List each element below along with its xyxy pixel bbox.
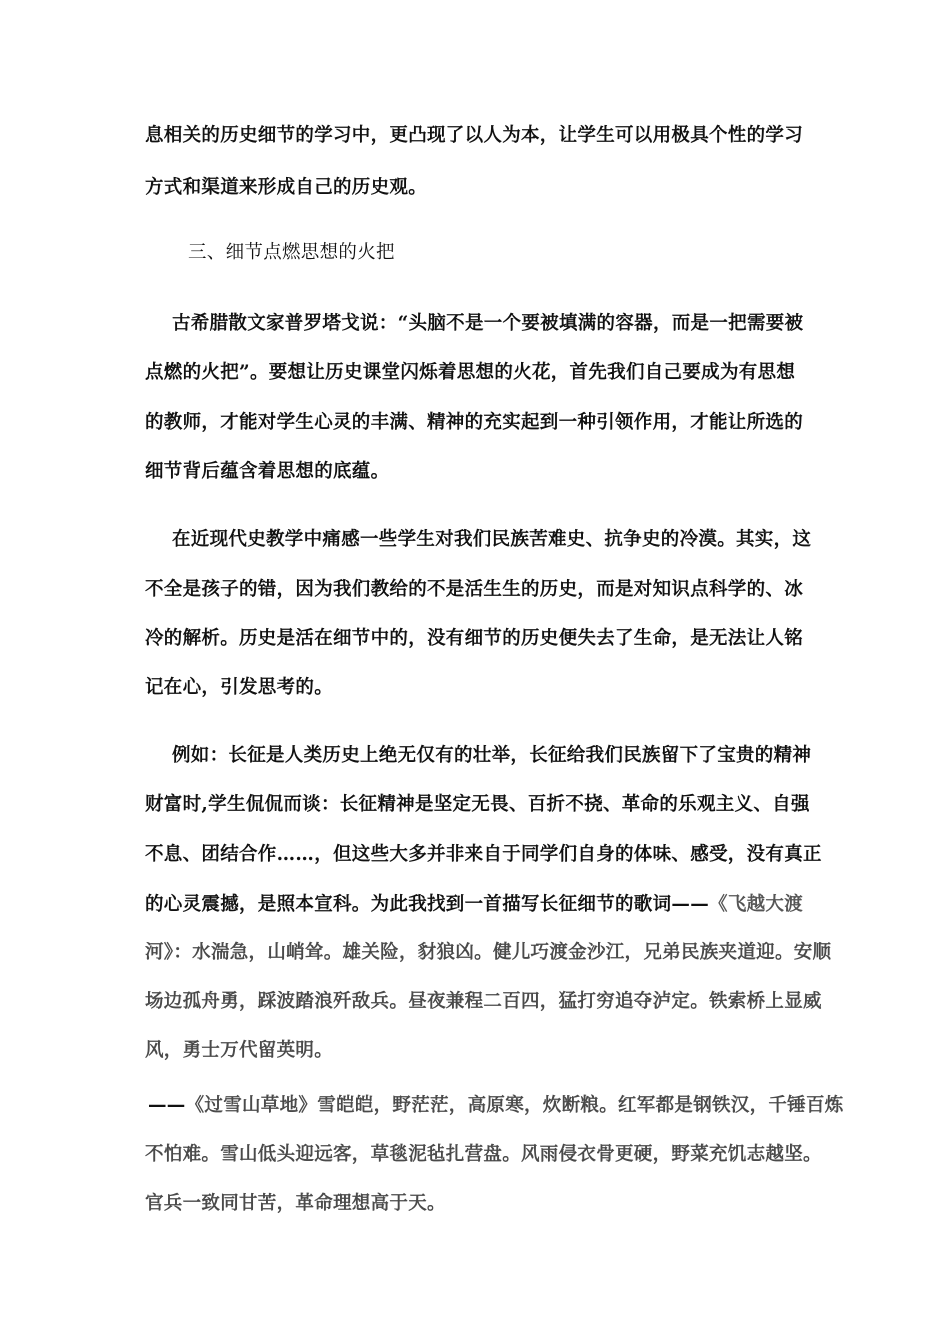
section-heading: 三、细节点燃思想的火把 [188, 242, 395, 263]
paragraph-line: 在近现代史教学中痛感一些学生对我们民族苦难史、抗争史的冷漠。其实，这 [172, 529, 812, 550]
paragraph-line: 记在心，引发思考的。 [145, 677, 334, 698]
lyric-line: 官兵一致同甘苦，革命理想高于天。 [145, 1193, 446, 1214]
paragraph-line: 财富时,学生侃侃而谈：长征精神是坚定无畏、百折不挠、革命的乐观主义、自强 [145, 794, 810, 815]
paragraph-line: 古希腊散文家普罗塔戈说：“头脑不是一个要被填满的容器，而是一把需要被 [172, 313, 804, 334]
paragraph-line: 细节背后蕴含着思想的底蕴。 [145, 461, 390, 482]
paragraph-line: 不息、团结合作……，但这些大多并非来自于同学们自身的体味、感受，没有真正 [145, 844, 822, 865]
lyric-line: 不怕难。雪山低头迎远客，草毯泥毡扎营盘。风雨侵衣骨更硬，野菜充饥志越坚。 [145, 1144, 822, 1165]
paragraph-line [145, 893, 803, 917]
lyric-line: 场边孤舟勇，踩波踏浪歼敌兵。昼夜兼程二百四，猛打穷追夺泸定。铁索桥上显威 [145, 991, 822, 1012]
paragraph-line: 冷的解析。历史是活在细节中的，没有细节的历史便失去了生命，是无法让人铭 [145, 628, 804, 649]
paragraph-line: 不全是孩子的错，因为我们教给的不是活生生的历史，而是对知识点科学的、冰 [145, 579, 804, 600]
paragraph-line: 例如：长征是人类历史上绝无仅有的壮举，长征给我们民族留下了宝贵的精神 [172, 745, 812, 766]
paragraph-line: 点燃的火把”。要想让历史课堂闪烁着思想的火花，首先我们自己要成为有思想 [145, 362, 796, 383]
paragraph-line: 方式和渠道来形成自己的历史观。 [145, 177, 428, 198]
paragraph-line: 息相关的历史细节的学习中，更凸现了以人为本，让学生可以用极具个性的学习 [145, 125, 804, 146]
paragraph-text: 的心灵震撼，是照本宣科。为此我找到一首描写长征细节的歌词—— [145, 894, 710, 915]
paragraph-line: 的教师，才能对学生心灵的丰满、精神的充实起到一种引领作用，才能让所选的 [145, 412, 804, 433]
lyric-line [148, 1094, 844, 1118]
lyric-title: 《飞越大渡 [709, 894, 804, 915]
lyric-line: 风，勇士万代留英明。 [145, 1040, 334, 1061]
lyric-line: 河》：水湍急，山峭耸。雄关险，豺狼凶。健儿巧渡金沙江，兄弟民族夹道迎。安顺 [145, 942, 832, 963]
dash: —— [148, 1095, 186, 1116]
lyric-text: 《过雪山草地》雪皑皑，野茫茫，高原寒，炊断粮。红军都是钢铁汉，千锤百炼 [185, 1095, 844, 1116]
